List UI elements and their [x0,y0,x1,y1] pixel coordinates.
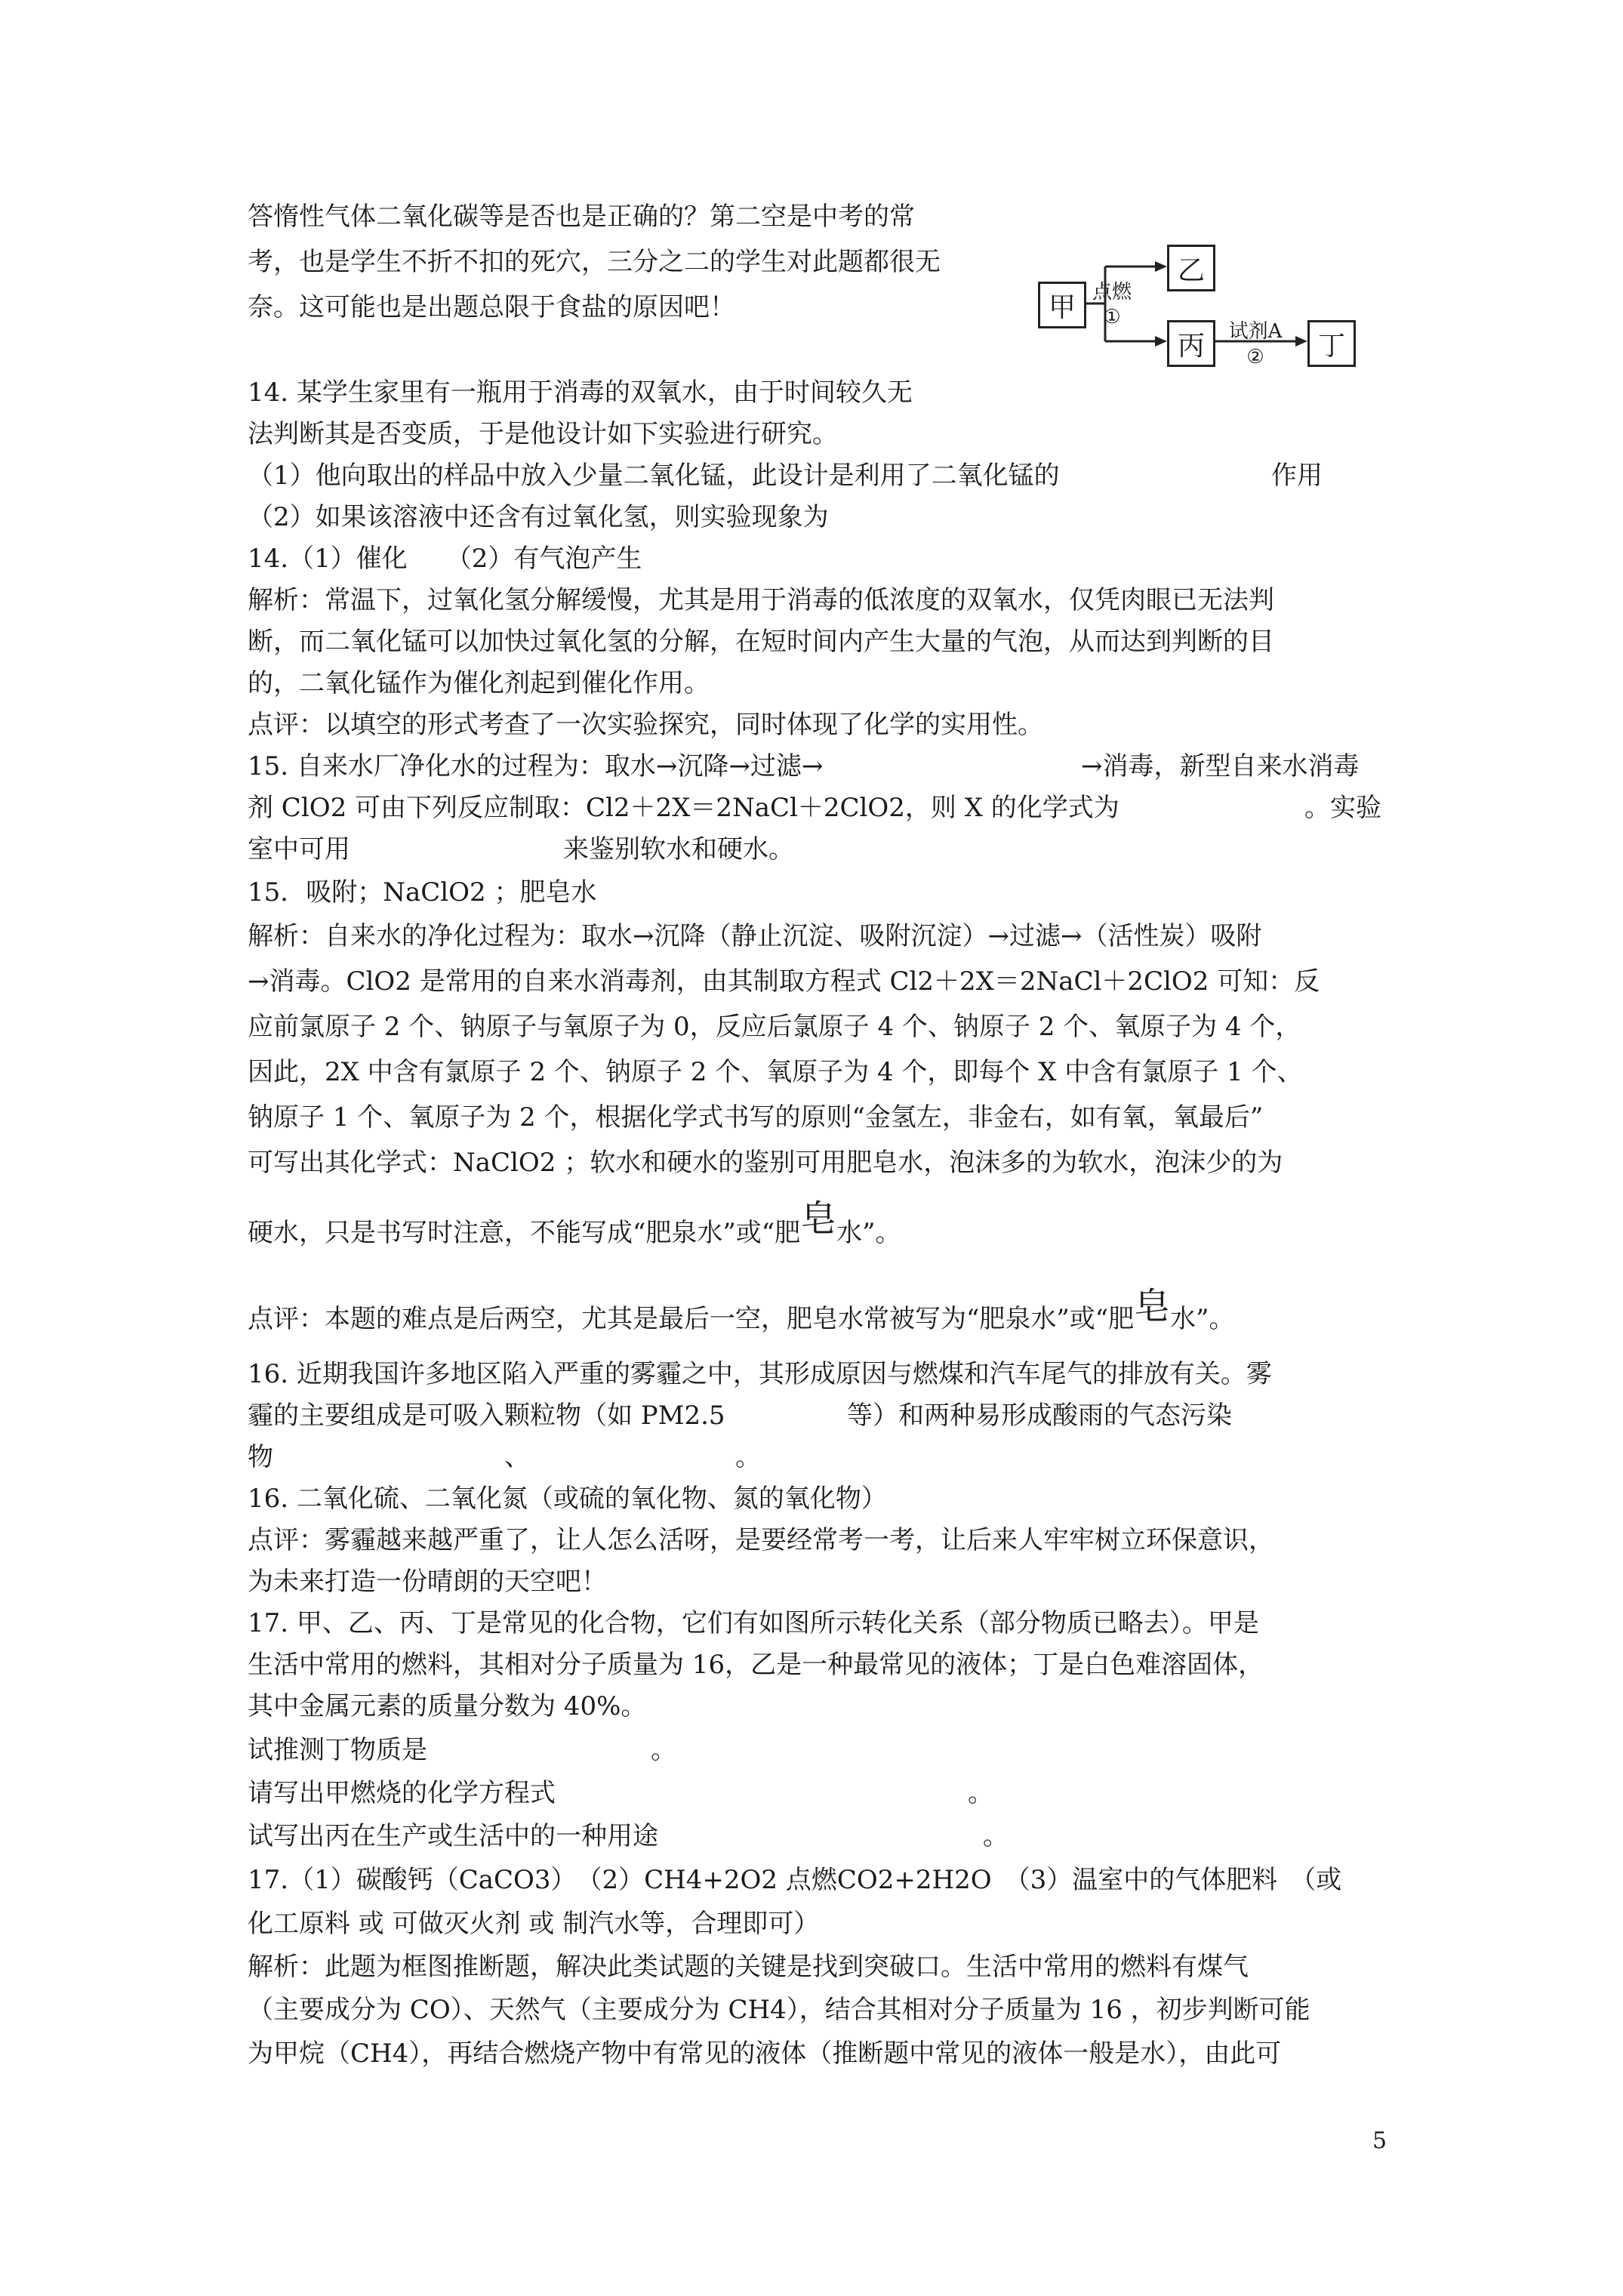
arrow1-condition: 点燃 [1092,281,1132,304]
q16-line-2-end: 等）和两种易形成酸雨的气态污染 [847,1401,1232,1431]
q17-explain-1: 解析：此题为框图推断题，解决此类试题的关键是找到突破口。生活中常用的燃料有煤气 [248,1952,1249,1982]
q17-question-3: 试写出丙在生产或生活中的一种用途 [248,1821,658,1851]
q15-comment-char: 皂 [1134,1285,1171,1327]
q15-line-3: 室中可用 [248,834,350,864]
q17-question-1-end: 。 [651,1735,676,1765]
q17-line-2: 生活中常用的燃料，其相对分子质量为 16，乙是一种最常见的液体；丁是白色难溶固体， [248,1650,1264,1680]
q14-explain-3: 的，二氧化锰作为催化剂起到催化作用。 [248,668,710,698]
node-jia: 甲 [1038,282,1086,328]
q14-line-3: （1）他向取出的样品中放入少量二氧化锰，此设计是利用了二氧化锰的 [248,461,1060,491]
node-yi: 乙 [1167,245,1215,291]
q15-explain-2: →消毒。ClO2 是常用的自来水消毒剂，由其制取方程式 Cl2＋2X＝2NaCl＋2ClO2 可知：反 [248,966,1320,997]
q14-explain-2: 断，而二氧化锰可以加快过氧化氢的分解，在短时间内产生大量的气泡，从而达到判断的目 [248,627,1274,657]
q15-line-1: 15. 自来水厂净化水的过程为：取水→沉降→过滤→ [248,751,824,781]
q14-line-4: （2）如果该溶液中还含有过氧化氢，则实验现象为 [248,502,829,532]
q14-line-3-end: 作用 [1271,461,1323,491]
q17-question-2: 请写出甲燃烧的化学方程式 [248,1778,556,1808]
q14-explain-1: 解析：常温下，过氧化氢分解缓慢，尤其是用于消毒的低浓度的双氧水，仅凭肉眼已无法判 [248,585,1274,615]
arrow1-number: ① [1103,306,1121,328]
q16-line-3-end: 。 [735,1442,761,1472]
q16-comment-2: 为未来打造一份晴朗的天空吧！ [248,1567,607,1597]
q15-explain-6: 可写出其化学式：NaClO2 ；软水和硬水的鉴别可用肥皂水，泡沫多的为软水，泡沫少的为 [248,1148,1283,1178]
page-number: 5 [1372,2128,1387,2154]
q17-question-2-end: 。 [968,1778,993,1808]
q15-line-3-end: 来鉴别软水和硬水。 [563,834,794,864]
q15-line-1-end: →消毒，新型自来水消毒 [1081,751,1360,781]
q15-comment-a: 点评：本题的难点是后两空，尤其是最后一空，肥皂水常被写为“肥泉水”或“肥 [248,1304,1135,1334]
q17-answer-2: 化工原料 或 可做灭火剂 或 制汽水等，合理即可） [248,1909,820,1939]
intro-line-2: 考，也是学生不折不扣的死穴，三分之二的学生对此题都很无 [248,247,941,277]
q17-question-1: 试推测丁物质是 [248,1735,427,1765]
node-ding: 丁 [1307,320,1356,367]
q15-explain-1: 解析：自来水的净化过程为：取水→沉降（静止沉淀、吸附沉淀）→过滤→（活性炭）吸附 [248,921,1262,951]
q16-answer: 16. 二氧化硫、二氧化氮（或硫的氧化物、氮的氧化物） [248,1484,887,1514]
q14-comment: 点评：以填空的形式考查了一次实验探究，同时体现了化学的实用性。 [248,710,1043,740]
q15-explain-7-char: 皂 [800,1197,837,1240]
q15-explain-4: 因此，2X 中含有氯原子 2 个、钠原子 2 个、氧原子为 4 个，即每个 X 中含有氯原子 1 个、 [248,1057,1303,1087]
q15-line-2: 剂 ClO2 可由下列反应制取：Cl2＋2X＝2NaCl＋2ClO2，则 X 的化学式为 [248,793,1119,823]
q17-line-3: 其中金属元素的质量分数为 40%。 [248,1691,647,1721]
q16-comment-1: 点评：雾霾越来越严重了，让人怎么活呀，是要经常考一考，让后来人牢牢树立环保意识， [248,1525,1274,1555]
q15-explain-3: 应前氯原子 2 个、钠原子与氧原子为 0，反应后氯原子 4 个、钠原子 2 个、氧原子为 4 个， [248,1012,1301,1042]
q14-line-1: 14. 某学生家里有一瓶用于消毒的双氧水，由于时间较久无 [248,378,913,408]
intro-line-1: 答惰性气体二氧化碳等是否也是正确的？第二空是中考的常 [248,202,915,232]
q15-answer: 15．吸附；NaClO2 ；肥皂水 [248,877,597,908]
q15-explain-7-c: 水”。 [836,1218,901,1248]
q17-line-1: 17. 甲、乙、丙、丁是常见的化合物，它们有如图所示转化关系（部分物质已略去）。甲是 [248,1608,1259,1638]
arrow2-number: ② [1246,346,1264,368]
q15-explain-7 [248,1197,901,1248]
q15-line-2-end: 。实验 [1304,793,1381,823]
q15-explain-5: 钠原子 1 个、氧原子为 2 个，根据化学式书写的原则“金氢左，非金右，如有氧，氧最后” [248,1102,1264,1133]
q15-comment [248,1285,1235,1334]
q15-explain-7-a: 硬水，只是书写时注意，不能写成“肥泉水”或“肥 [248,1218,801,1248]
intro-line-3: 奈。这可能也是出题总限于食盐的原因吧！ [248,292,735,322]
q16-line-3-sep: 、 [504,1442,530,1472]
q15-comment-c: 水”。 [1170,1304,1235,1334]
q17-answer-1: 17.（1）碳酸钙（CaCO3） （2）CH4+2O2 点燃CO2+2H2O （3）温室中的气体肥料 （或 [248,1865,1342,1895]
q17-explain-3: 为甲烷（CH4），再结合燃烧产物中有常见的液体（推断题中常见的液体一般是水），由此可 [248,2039,1282,2069]
q17-question-3-end: 。 [983,1821,1009,1851]
node-bing: 丙 [1167,320,1215,367]
q16-line-2: 霾的主要组成是可吸入颗粒物（如 PM2.5 [248,1401,725,1431]
q14-answer: 14.（1）催化 （2）有气泡产生 [248,544,642,574]
q16-line-3: 物 [248,1442,273,1472]
arrow2-reagent: 试剂A [1228,320,1283,343]
q17-explain-2: （主要成分为 CO）、天然气（主要成分为 CH4），结合其相对分子质量为 16 ，初步判断可能 [248,1995,1310,2025]
q16-line-1: 16. 近期我国许多地区陷入严重的雾霾之中，其形成原因与燃煤和汽车尾气的排放有关。雾 [248,1359,1272,1389]
q14-line-2: 法判断其是否变质，于是他设计如下实验进行研究。 [248,419,838,449]
